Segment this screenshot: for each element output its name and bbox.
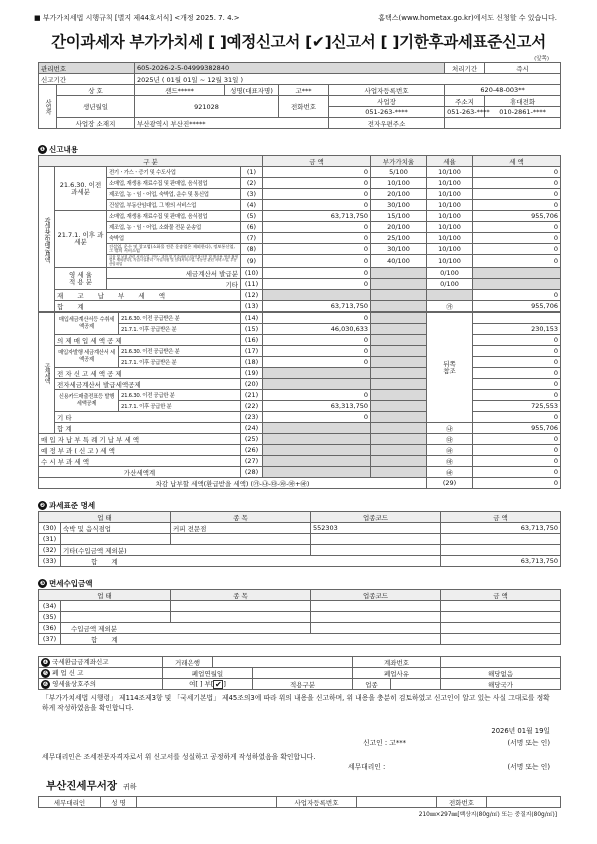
address-label: 사업장 소재지 bbox=[57, 118, 135, 129]
processing-label: 처리기간 bbox=[445, 63, 485, 74]
form-title: 간이과세자 부가가치세 [ ]예정신고서 [✔]신고서 [ ]기한후과세표준신고서 bbox=[51, 33, 546, 51]
paper-spec: 210㎜×297㎜[백상지(80g/㎡) 또는 중질지(80g/㎡)] bbox=[418, 812, 557, 818]
table-row: ❺ 폐 업 신 고 폐업연월일 폐업사유 해당없음 bbox=[39, 668, 561, 679]
home-phone: 051-263-**** bbox=[445, 107, 485, 118]
table-row: 예 정 부 과 ( 신 고 ) 세 액 (26) ㉱ 0 bbox=[39, 445, 561, 456]
table-row: 21.7.1. 이후 공급한 분 (22) 63,313,750 725,553 bbox=[39, 401, 561, 412]
table-row: 신용카드매출전표등 발행세액공제 21.6.30. 이전 공급한 분 (21) 0 0 bbox=[39, 390, 561, 401]
table-row: 기 타 (23) 0 0 bbox=[39, 412, 561, 423]
period-label: 신고기간 bbox=[39, 74, 135, 85]
section-marker-icon: ❻ bbox=[42, 681, 49, 688]
trade-name-label: 상 호 bbox=[57, 85, 135, 96]
table-row: 기타 (11) 0 0/100 bbox=[39, 279, 561, 290]
mgmt-number: 605-2026-2-5-04999382840 bbox=[135, 63, 445, 74]
table-row: 전자세금계산서 발급세액공제 (20) 0 bbox=[39, 379, 561, 390]
agent-reg-label: 사업자등록번호 bbox=[277, 797, 357, 808]
table-row: 매입자발행 세금계산서 세액공제 21.6.30. 이전 공급받은 분 (17) 0 0 bbox=[39, 346, 561, 357]
table-row: 수 시 부 과 세 액 (27) ㉲ 0 bbox=[39, 456, 561, 467]
office-phone: 051-263-**** bbox=[329, 107, 445, 118]
table-row: 제조업, 농ㆍ임ㆍ어업, 소화물 전문 운송업 (6) 0 20/100 10/100 0 bbox=[39, 222, 561, 233]
rep-name: 고*** bbox=[279, 85, 329, 96]
table-row: 매 입 자 납 부 특 례 기 납 부 세 액 (25) ㉰ 0 bbox=[39, 434, 561, 445]
deduction-label: 공제세액 bbox=[39, 313, 55, 434]
page-side: (앞쪽) bbox=[534, 56, 549, 62]
section-title: 면세수입금액 bbox=[49, 579, 93, 588]
report-content-section bbox=[38, 144, 560, 489]
section-title: 신고내용 bbox=[49, 145, 78, 154]
see-back-note: 뒤쪽 참조 bbox=[427, 313, 473, 423]
table-row: (31) bbox=[39, 534, 561, 545]
office-phone-label: 사업장 bbox=[329, 96, 445, 107]
agent-row-label: 세무대리인 bbox=[39, 797, 101, 808]
reciprocity-choice[interactable]: 여[ ] 부[ ✔ ] bbox=[163, 679, 253, 690]
table-row: 합 계 (24) ㉯ 955,706 bbox=[39, 423, 561, 434]
phone-label: 전화번호 bbox=[279, 96, 329, 118]
table-row: 공제세액 매입세금계산서등 수취세액공제 21.6.30. 이전 공급받은 분 (14) 0 뒤쪽 참조 bbox=[39, 313, 561, 324]
declaration-date: 2026년 01월 19일 bbox=[491, 727, 550, 735]
bank-label: 거래은행 bbox=[163, 657, 213, 668]
form-reference bbox=[34, 13, 557, 23]
closure-reason-label: 폐업사유 bbox=[353, 668, 441, 679]
processing-value: 즉시 bbox=[485, 63, 561, 74]
table-row: (33) 합 계 63,713,750 bbox=[39, 556, 561, 567]
table-row: (34) bbox=[39, 601, 561, 612]
section-marker-icon: ❸ bbox=[39, 580, 46, 587]
address-value: 부산광역시 부산진***** bbox=[135, 118, 329, 129]
table-row: 금융 및 보험 관련 서비스업, 전문ㆍ과학 및 기술서비스업(인물사진 및 행사용 영상 촬영업은 제외한다), 사업시설관리ㆍ사업지원 및 임대서비스업, 부동산 관련 서비스업, 부동산임대업 (9) 0 40/100 10/100 0 bbox=[39, 255, 561, 268]
tax-base-detail-section: ❷ 과세표준 명세 업 태 종 목 업종코드 금 액 (30) 숙박 및 음식점업 커피 전문점 552303 63,713,750 (31) (32) 기타(수입금액 제외분) (33) 합 계 63,713,750 bbox=[38, 500, 560, 567]
applied-type-label: 적용구분 bbox=[253, 679, 353, 690]
birth-label: 생년월일 bbox=[57, 96, 135, 118]
section-marker-icon: ❶ bbox=[39, 146, 46, 153]
group-before: 21.6.30. 이전 과세분 bbox=[55, 167, 107, 211]
account-label: 계좌번호 bbox=[353, 657, 441, 668]
mobile-phone: 010-2861-**** bbox=[485, 107, 561, 118]
tax-free-income-section: ❸ 면세수입금액 업 태 종 목 업종코드 금 액 (34) (35) (36) 수입금액 제외분 (37) 합 계 bbox=[38, 578, 560, 645]
col-amount: 금 액 bbox=[263, 156, 371, 167]
agent-sign: (서명 또는 인) bbox=[507, 763, 550, 771]
table-row: 재 고 납 부 세 액 (12) 0 bbox=[39, 290, 561, 301]
tax-base-label: 과세표준및매출세액 bbox=[39, 167, 55, 312]
table-row: (32) 기타(수입금액 제외분) bbox=[39, 545, 561, 556]
table-row: 숙박업 (7) 0 25/100 10/100 0 bbox=[39, 233, 561, 244]
table-row: 합 계 (13) 63,713,750 ㉮ 955,706 bbox=[39, 301, 561, 312]
table-row: (37) 합 계 bbox=[39, 634, 561, 645]
section-marker-icon: ❷ bbox=[39, 502, 46, 509]
section-marker-icon: ❹ bbox=[42, 659, 49, 666]
table-row: 21.7.1. 이후 과세분 소매업, 재생용 재료수집 및 판매업, 음식점업 (5) 63,713,750 15/100 10/100 955,706 bbox=[39, 211, 561, 222]
business-info-section bbox=[38, 62, 560, 129]
reporter-sign: (서명 또는 인) bbox=[507, 739, 550, 747]
table-row: (30) 숙박 및 음식점업 커피 전문점 552303 63,713,750 bbox=[39, 523, 561, 534]
table-row: 제조업, 농ㆍ임ㆍ어업, 숙박업, 운수 및 통신업 (3) 0 20/100 10/100 0 bbox=[39, 189, 561, 200]
table-row: 건설업, 부동산임대업, 그 밖의 서비스업 (4) 0 30/100 10/100 0 bbox=[39, 200, 561, 211]
table-row: 가산세액계 (28) ㉳ 0 bbox=[39, 467, 561, 478]
period-value: 2025년 ( 01월 01일 ~ 12월 31일 ) bbox=[135, 74, 561, 85]
col-item: 구 분 bbox=[39, 156, 263, 167]
declaration bbox=[38, 693, 560, 771]
closure-reason-value: 해당없음 bbox=[441, 668, 561, 679]
checkmark-icon: ✔ bbox=[311, 33, 325, 51]
trade-name: 샌드***** bbox=[135, 85, 225, 96]
tax-office: 부산진세무서장 귀하 bbox=[46, 780, 137, 792]
mgmt-label: 관리번호 bbox=[39, 63, 135, 74]
country-label: 해당국가 bbox=[441, 679, 561, 690]
section-marker-icon: ❺ bbox=[42, 670, 49, 677]
zero-rate-label: 영 세 율 적 용 분 bbox=[55, 268, 107, 290]
business-side-label: 사업자 bbox=[39, 85, 57, 129]
reg-number: 620-48-003** bbox=[445, 85, 561, 96]
table-row: 소매업, 재생용 재료수집 및 판매업, 음식점업 (2) 0 10/100 10/100 0 bbox=[39, 178, 561, 189]
table-row: 차감 납부할 세액(환급받을 세액) (㉮-㉯-㉰-㉱-㉲+㉳) (29) 0 bbox=[39, 478, 561, 489]
table-row: 21.7.1. 이후 공급받은 분 (15) 46,030,633 230,153 bbox=[39, 324, 561, 335]
table-row: 과세표준및매출세액 21.6.30. 이전 과세분 전기ㆍ가스ㆍ증기 및 수도사업 (1) 0 5/100 10/100 0 bbox=[39, 167, 561, 178]
col-tax-rate: 세율 bbox=[427, 156, 473, 167]
agent-phone-label: 전화번호 bbox=[437, 797, 487, 808]
agent-label: 세무대리인 : bbox=[348, 763, 386, 771]
table-row: 영 세 율 적 용 분 세금계산서 발급분 (10) 0 0/100 bbox=[39, 268, 561, 279]
table-row: ❹ 국세환급금계좌신고 거래은행 계좌번호 bbox=[39, 657, 561, 668]
table-row: 21.7.1. 이후 공급받은 분 (18) 0 0 bbox=[39, 357, 561, 368]
table-row: (36) 수입금액 제외분 bbox=[39, 623, 561, 634]
table-row: 건설업, 운수 및 창고업(소화물 전문 운송업은 제외한다), 정보통신업, 그 밖의 서비스업 (8) 0 30/100 10/100 0 bbox=[39, 244, 561, 255]
reg-label: 사업자등록번호 bbox=[329, 85, 445, 96]
group-after: 21.7.1. 이후 과세분 bbox=[55, 211, 107, 268]
checkmark-icon: ✔ bbox=[215, 679, 222, 689]
form-ref-text: ■ 부가가치세법 시행규칙 [별지 제44호서식] <개정 2025. 7. 4.> bbox=[34, 14, 240, 22]
reporter-name: 신고인 : 고*** bbox=[363, 739, 407, 747]
col-tax: 세 액 bbox=[473, 156, 561, 167]
agent-info-row bbox=[38, 796, 560, 808]
col-rate: 부가가치율 bbox=[371, 156, 427, 167]
email-label: 전자우편주소 bbox=[329, 118, 445, 129]
mobile-label: 휴대전화 bbox=[485, 96, 561, 107]
table-row: (35) bbox=[39, 612, 561, 623]
industry-label: 업종 bbox=[353, 679, 391, 690]
section-title: 과세표준 명세 bbox=[49, 501, 96, 510]
declaration-text: 「부가가치세법 시행령」 제114조제3항 및 「국세기본법」 제45조의3에 따라 위의 내용을 신고하며, 위 내용을 충분히 검토하였고 신고인이 알고 있는 사실 그대로를 정확하게 작성하였음을 확인합니다. bbox=[42, 694, 550, 712]
email-value bbox=[445, 118, 561, 129]
table-row: ❻ 영세율상호주의 여[ ] 부[ ✔ ] 적용구분 업종 해당국가 bbox=[39, 679, 561, 690]
closure-date-label: 폐업연월일 bbox=[163, 668, 253, 679]
hometax-note: 홈택스(www.hometax.go.kr)에서도 신청할 수 있습니다. bbox=[378, 14, 557, 22]
agent-text: 세무대리인은 조세전문자격자로서 위 신고서를 성실하고 공정하게 작성하였음을 확인합니다. bbox=[42, 753, 316, 761]
home-phone-label: 주소지 bbox=[445, 96, 485, 107]
refund-closure-section bbox=[38, 656, 560, 690]
rep-label: 성명(대표자명) bbox=[225, 85, 279, 96]
table-row: 전 자 신 고 세 액 공 제 (19) 0 bbox=[39, 368, 561, 379]
table-row: 의 제 매 입 세 액 공 제 (16) 0 0 bbox=[39, 335, 561, 346]
agent-name-label: 성 명 bbox=[101, 797, 137, 808]
birth-value: 921028 bbox=[135, 96, 279, 118]
